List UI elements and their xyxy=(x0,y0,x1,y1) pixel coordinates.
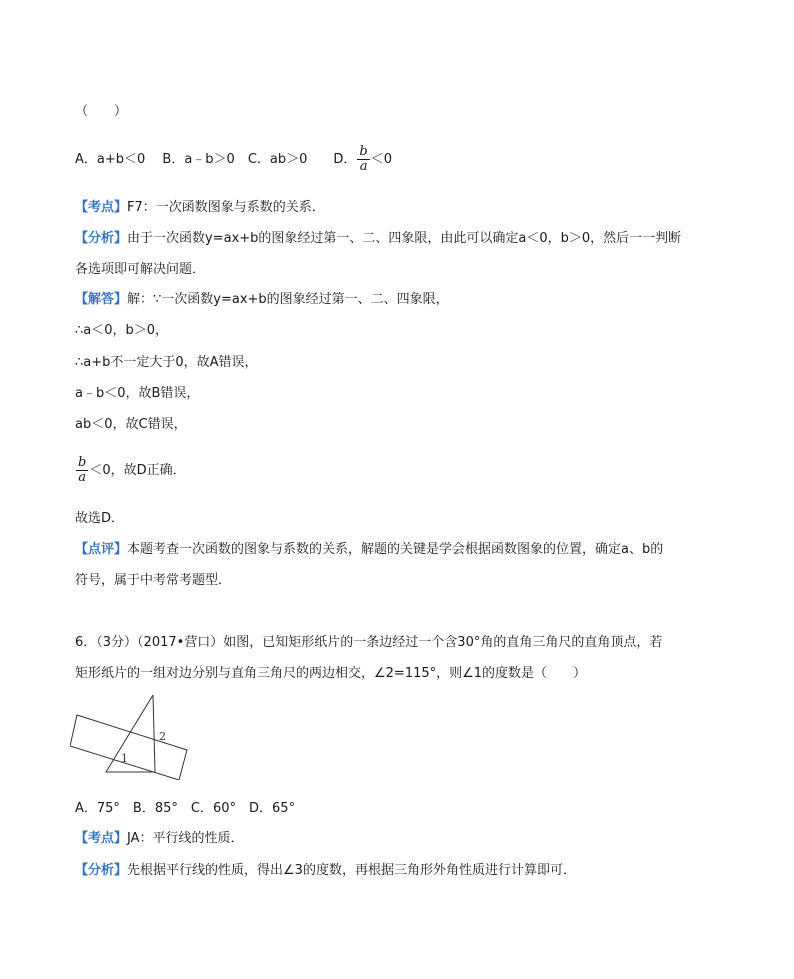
kaodian-text: F7：一次函数图象与系数的关系． xyxy=(127,200,325,215)
q5-options-right: ＜0 xyxy=(370,152,393,167)
q6-stem-line2: 矩形纸片的一组对边分别与直角三角尺的两边相交，∠2=115°，则∠1的度数是（ ） xyxy=(75,666,587,681)
q6-stem-line1: 6．（3分）（2017•营口）如图，已知矩形纸片的一条边经过一个含30°角的直角三角尺的直角顶点，若 xyxy=(75,635,663,650)
kaodian-tag: 【考点】 xyxy=(75,831,128,846)
q5-option-d-fraction xyxy=(357,145,369,174)
q6-kaodian xyxy=(75,830,244,848)
kaodian-tag: 【考点】 xyxy=(75,200,128,215)
kaodian-text: JA：平行线的性质． xyxy=(127,831,244,846)
q5-jieda-line7: 故选D． xyxy=(75,511,125,526)
q5-options-left: A．a+b＜0 B．a﹣b＞0 C．ab＞0 D． xyxy=(75,152,357,167)
q5-options xyxy=(75,145,392,174)
q5-jieda xyxy=(75,291,449,309)
dianping-tag: 【点评】 xyxy=(75,542,128,557)
angle-1-label: 1 xyxy=(121,752,128,765)
fenxi-tag: 【分析】 xyxy=(75,231,128,246)
rectangle-paper xyxy=(70,715,187,780)
fraction-numerator: b xyxy=(359,144,368,159)
q5-dianping-line2: 符号，属于中考常考题型． xyxy=(75,573,232,588)
q5-kaodian xyxy=(75,199,325,217)
q5-jieda-line2: ∴a＜0，b＞0， xyxy=(75,323,169,338)
jieda-text: 解：∵一次函数y=ax+b的图象经过第一、二、四象限， xyxy=(127,292,449,307)
q5-jieda-line6 xyxy=(75,456,186,485)
fraction-numerator: b xyxy=(78,455,87,470)
q5-jieda-line5: ab＜0，故C错误， xyxy=(75,417,187,432)
fenxi-tag: 【分析】 xyxy=(75,863,128,878)
fenxi-text: 先根据平行线的性质，得出∠3的度数，再根据三角形外角性质进行计算即可． xyxy=(127,863,576,878)
q5-fenxi xyxy=(75,230,681,248)
dianping-text: 本题考查一次函数的图象与系数的关系，解题的关键是学会根据函数图象的位置，确定a、b的 xyxy=(127,542,664,557)
q5-jieda-fraction xyxy=(76,456,88,485)
angle-2-label: 2 xyxy=(159,730,166,743)
q5-jieda-line3: ∴a+b不一定大于0，故A错误， xyxy=(75,355,258,370)
q5-paren: （ ） xyxy=(75,104,128,119)
q5-fenxi-line2: 各选项即可解决问题． xyxy=(75,262,206,277)
fenxi-text: 由于一次函数y=ax+b的图象经过第一、二、四象限，由此可以确定a＜0，b＞0，然后一一判断 xyxy=(127,231,682,246)
fraction-denominator: a xyxy=(78,470,87,485)
jieda-line6-text: ＜0，故D正确． xyxy=(89,463,186,478)
q5-jieda-line4: a﹣b＜0，故B错误， xyxy=(75,386,200,401)
q6-fenxi xyxy=(75,862,576,880)
q5-dianping xyxy=(75,541,663,559)
jieda-tag: 【解答】 xyxy=(75,292,128,307)
q6-options: A．75° B．85° C．60° D．65° xyxy=(75,801,296,816)
q6-figure xyxy=(70,695,190,780)
right-triangle xyxy=(106,695,155,772)
fraction-denominator: a xyxy=(359,159,368,174)
